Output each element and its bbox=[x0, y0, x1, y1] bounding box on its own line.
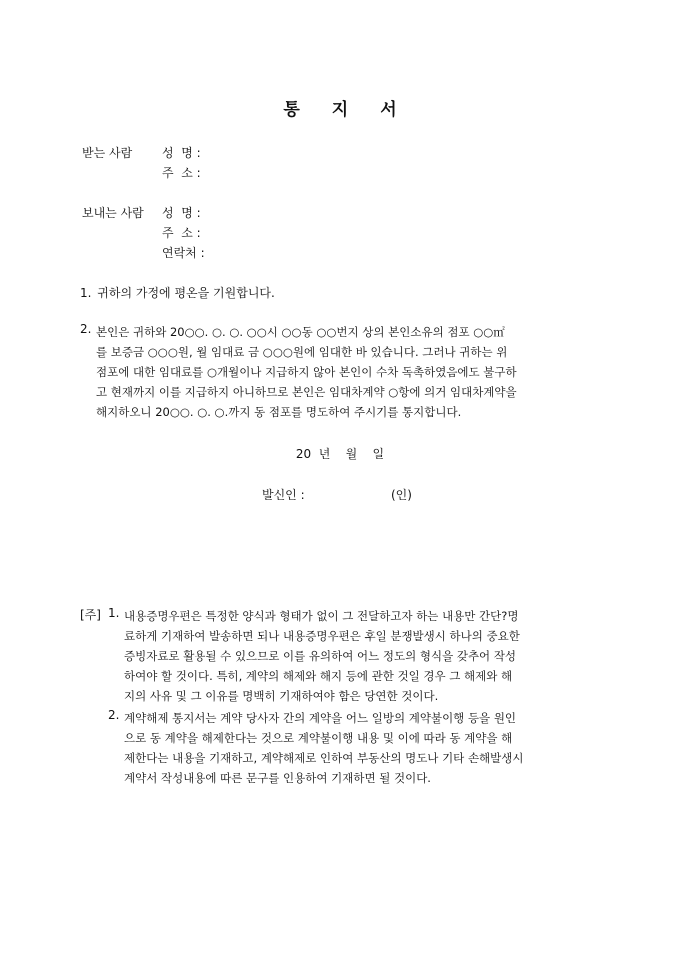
item-1-text: 귀하의 가정에 평온을 기원합니다. bbox=[97, 286, 275, 300]
note-2-body bbox=[124, 708, 524, 788]
note-2-number: 2. bbox=[108, 708, 120, 722]
note-1-line: 내용증명우편은 특정한 양식과 형태가 없이 그 전달하고자 하는 내용만 간단?명 bbox=[124, 609, 519, 623]
item-2-body bbox=[96, 322, 517, 422]
note-2-line: 계약해제 통지서는 계약 당사자 간의 계약을 어느 일방의 계약불이행 등을 원인 bbox=[124, 711, 517, 725]
item-2-line: 해지하오니 20○○. ○. ○.까지 동 점포를 명도하여 주시기를 통지합니다. bbox=[96, 405, 462, 419]
seal-mark: (인) bbox=[391, 488, 412, 502]
note-1-line: 지의 사유 및 그 이유를 명백히 기재하여야 함은 당연한 것이다. bbox=[124, 689, 439, 703]
note-2-line: 으로 동 계약을 해제한다는 것으로 계약불이행 내용 및 이에 따라 동 계약을 해 bbox=[124, 731, 513, 745]
title-char: 서 bbox=[380, 100, 397, 120]
item-2-line: 고 현재까지 이를 지급하지 아니하므로 본인은 임대차계약 ○항에 의거 임대차계약을 bbox=[96, 385, 517, 399]
note-1-line: 하여야 할 것이다. 특히, 계약의 해제와 해지 등에 관한 것일 경우 그 해제와 해 bbox=[124, 669, 513, 683]
note-tag: [주] bbox=[80, 608, 101, 622]
title-char: 지 bbox=[331, 100, 349, 120]
sender-contact-label: 연락처 : bbox=[162, 246, 205, 260]
note-1-line: 증빙자료로 활용될 수 있으므로 이를 유의하여 어느 정도의 형식을 갖추어 작성 bbox=[124, 649, 517, 663]
item-1 bbox=[80, 284, 275, 301]
recipient-label: 받는 사람 bbox=[82, 146, 133, 160]
sender-name-label: 성 명 : bbox=[162, 206, 201, 220]
note-1-line: 료하게 기재하여 발송하면 되나 내용증명우편은 후일 분쟁발생시 하나의 중요한 bbox=[124, 629, 520, 643]
item-2-line: 점포에 대한 임대료를 ○개월이나 지급하지 않아 본인이 수차 독촉하였음에도 불구하 bbox=[96, 365, 517, 379]
title-char: 통 bbox=[283, 100, 300, 120]
note-1-number: 1. bbox=[108, 606, 120, 620]
sender-address-label: 주 소 : bbox=[162, 226, 201, 240]
note-2-line: 계약서 작성내용에 따른 문구를 인용하여 기재하면 될 것이다. bbox=[124, 771, 431, 785]
item-2-line: 본인은 귀하와 20○○. ○. ○. ○○시 ○○동 ○○번지 상의 본인소유의 점포 ○○㎡ bbox=[96, 325, 505, 339]
note-1-body bbox=[124, 606, 520, 706]
note-2-line: 제한다는 내용을 기재하고, 계약해제로 인하여 부동산의 명도나 기타 손해발생시 bbox=[124, 751, 524, 765]
item-1-number: 1. bbox=[80, 286, 92, 300]
sender-label: 보내는 사람 bbox=[82, 206, 144, 220]
item-2-line: 를 보증금 ○○○원, 월 임대료 금 ○○○원에 임대한 바 있습니다. 그러나 귀하는 위 bbox=[96, 345, 508, 359]
date-line: 20 년 월 일 bbox=[295, 447, 385, 461]
recipient-address-label: 주 소 : bbox=[162, 166, 201, 180]
sender-signature-label: 발신인 : bbox=[262, 488, 305, 502]
document-title bbox=[0, 95, 680, 120]
item-2-number: 2. bbox=[80, 322, 92, 336]
recipient-name-label: 성 명 : bbox=[162, 146, 201, 160]
